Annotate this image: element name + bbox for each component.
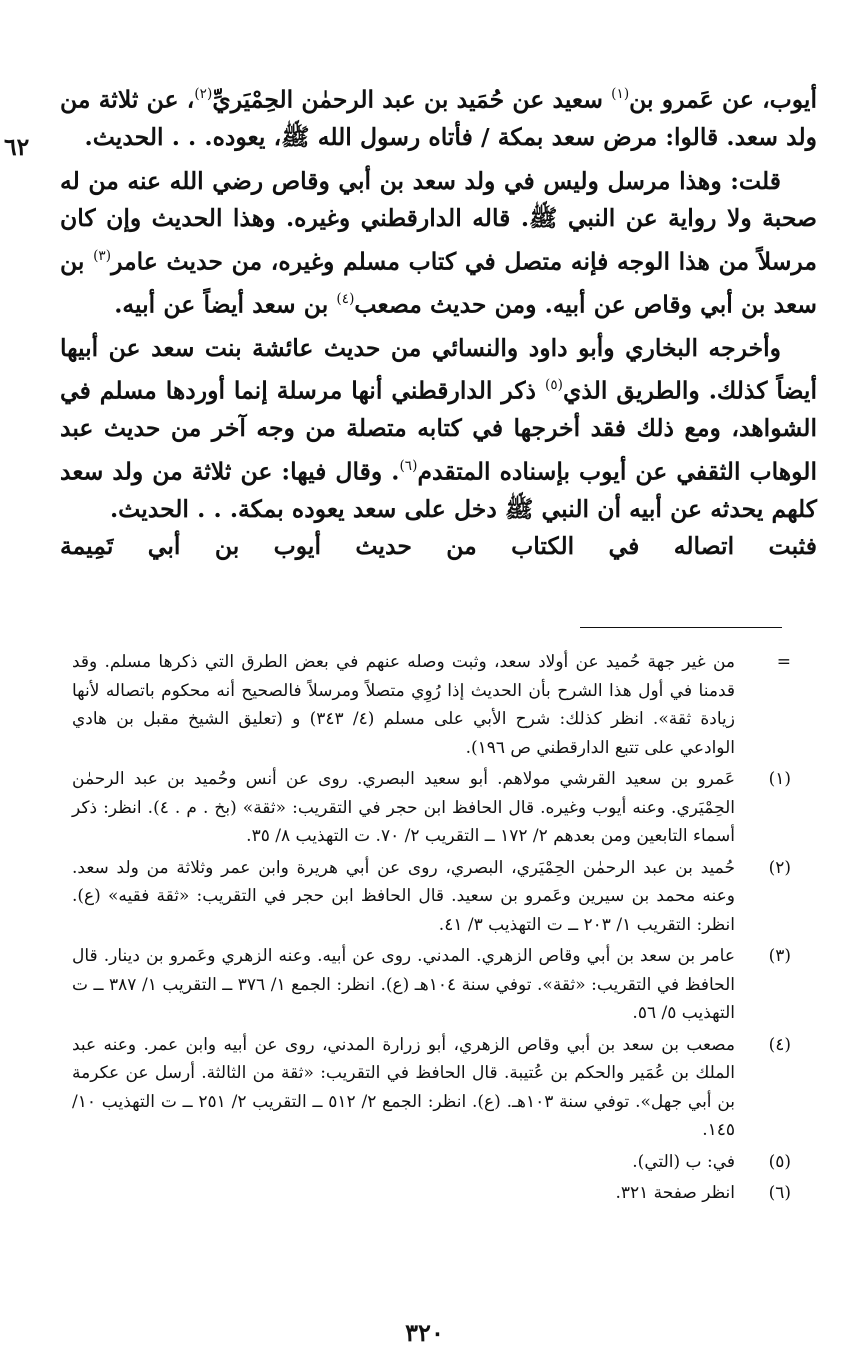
text-run: قلت: وهذا مرسل وليس في ولد سعد بن أبي وقاص رضي الله عنه من له صحبة ولا رواية عن النبي ﷺ. قاله الدارقطني وغيره. وهذا الحديث وإن كان مرسلاً من هذا الوجه فإنه متصل في كتاب مسلم وغيره، من حديث عامر	[60, 166, 817, 276]
page-number: ٣٢٠	[405, 1318, 444, 1347]
text-run: وأخرجه البخاري وأبو داود والنسائي من حديث عائشة بنت سعد عن أبيها أيضاً كذلك. والطريق الذي	[60, 333, 817, 405]
footnote-ref-1[interactable]: (١)	[611, 86, 630, 102]
footnote-text: حُميد بن عبد الرحمٰن الحِمْيَري، البصري، روى عن أبي هريرة وابن عمر وثلاثة من ولد سعد. وعنه محمد بن سيرين وعَمرو بن سعيد. قال الحافظ ابن حجر في التقريب: «ثقة فقيه» (ع). انظر: التقريب ١/ ٢٠٣ ــ ت التهذيب ٣/ ٤١.	[72, 857, 735, 935]
text-run: ذكر الدارقطني أنها مرسلة إنما أوردها مسلم في الشواهد، ومع ذلك فقد أخرجها في كتابه متصلة من وجه آخر من حديث عبد الوهاب الثقفي عن أيوب بإسناده المتقدم	[60, 376, 818, 486]
text-run: ، عن ثلاثة من ولد سعد. قالوا: مرض سعد بمكة / فأتاه رسول الله ﷺ، يعوده. . . الحديث.	[60, 85, 817, 152]
footnote-6	[72, 1179, 791, 1208]
paragraph-2	[60, 163, 817, 324]
footnote-number: (٣)	[768, 946, 791, 966]
footnote-3	[72, 942, 791, 1028]
paragraph-3-last-line: فثبت اتصاله في الكتاب من حديث أيوب بن أبي تَمِيمة	[60, 532, 817, 561]
footnote-text: في: ب (التي).	[632, 1151, 735, 1172]
footnote-ref-3[interactable]: (٣)	[93, 247, 112, 264]
footnotes	[72, 648, 791, 1211]
footnote-text: عَمرو بن سعيد القرشي مولاهم. أبو سعيد البصري. روى عن أنس وحُميد بن عبد الرحمٰن الحِمْيَري. وعنه أيوب وغيره. قال الحافظ ابن حجر في التقريب: «ثقة» (بخ . م . ٤). انظر: ذكر أسماء التابعين ومن بعدهم ٢/ ١٧٢ ــ التقريب ٢/ ٧٠. ت التهذيب ٨/ ٣٥.	[72, 769, 735, 846]
footnote-continued	[72, 648, 791, 762]
text-run: بن سعد بن أبي وقاص عن أبيه. ومن حديث مصعب	[60, 247, 817, 319]
footnote-ref-6[interactable]: (٦)	[399, 457, 418, 474]
footnote-text: من غير جهة حُميد عن أولاد سعد، وثبت وصله عنهم في بعض الطرق التي ذكرها مسلم. وقد قدمنا في أول هذا الشرح بأن الحديث إذا رُوِي متصلاً ومرسلاً فالصحيح أنه محكوم باتصاله لأنها زيادة ثقة». انظر كذلك: شرح الأبي على مسلم (٤/ ٣٤٣) و (تعليق الشيخ مقبل بن هادي الوادعي على تتبع الدارقطني ص ١٩٦).	[72, 652, 735, 758]
margin-page-number: ٦٢	[4, 133, 30, 161]
footnote-ref-4[interactable]: (٤)	[336, 290, 355, 307]
text-run: أيوب، عن عَمرو بن	[629, 85, 817, 114]
footnote-number: (٤)	[768, 1034, 791, 1055]
footnote-1	[72, 765, 791, 851]
footnote-text: مصعب بن سعد بن أبي وقاص الزهري، أبو زرارة المدني، روى عن أبيه وابن عمر. وعنه عبد الملك بن عُمَير والحكم بن عُتيبة. قال الحافظ في التقريب: «ثقة من الثالثة. أرسل عن عكرمة بن أبي جهل». توفي سنة ١٠٣هـ. (ع). انظر: الجمع ٢/ ٥١٢ ــ التقريب ٢/ ٢٥١ ــ ت التهذيب ١٠/ ١٤٥.	[72, 1034, 735, 1140]
footnote-ref-2[interactable]: (٢)	[194, 86, 213, 102]
footnote-number: (٦)	[768, 1183, 791, 1203]
footnote-separator	[580, 627, 782, 628]
footnote-2	[72, 854, 791, 940]
paragraph-1	[60, 76, 817, 157]
text-run: سعيد عن حُمَيد بن عبد الرحمٰن الحِمْيَريِّ	[212, 85, 612, 114]
paragraph-3	[60, 330, 817, 529]
footnote-number: =	[776, 652, 791, 672]
footnote-text: انظر صفحة ٣٢١.	[615, 1183, 735, 1203]
main-text	[60, 76, 817, 566]
text-run: . وقال فيها: عن ثلاثة من ولد سعد كلهم يحدثه عن أبيه أن النبي ﷺ دخل على سعد يعوده بمكة. . . الحديث.	[60, 457, 817, 523]
footnote-number: (٢)	[768, 857, 791, 878]
footnote-5	[72, 1148, 791, 1177]
footnote-4	[72, 1031, 791, 1145]
text-run: بن سعد أيضاً عن أبيه.	[114, 290, 337, 319]
footnote-number: (١)	[768, 769, 791, 789]
footnote-text: عامر بن سعد بن أبي وقاص الزهري. المدني. روى عن أبيه. وعنه الزهري وعَمرو بن دينار. قال الحافظ في التقريب: «ثقة». توفي سنة ١٠٤هـ (ع). انظر: الجمع ١/ ٣٧٦ ــ التقريب ١/ ٣٨٧ ــ ت التهذيب ٥/ ٥٦.	[72, 946, 736, 1023]
footnote-ref-5[interactable]: (٥)	[544, 377, 563, 394]
footnote-number: (٥)	[768, 1151, 791, 1172]
